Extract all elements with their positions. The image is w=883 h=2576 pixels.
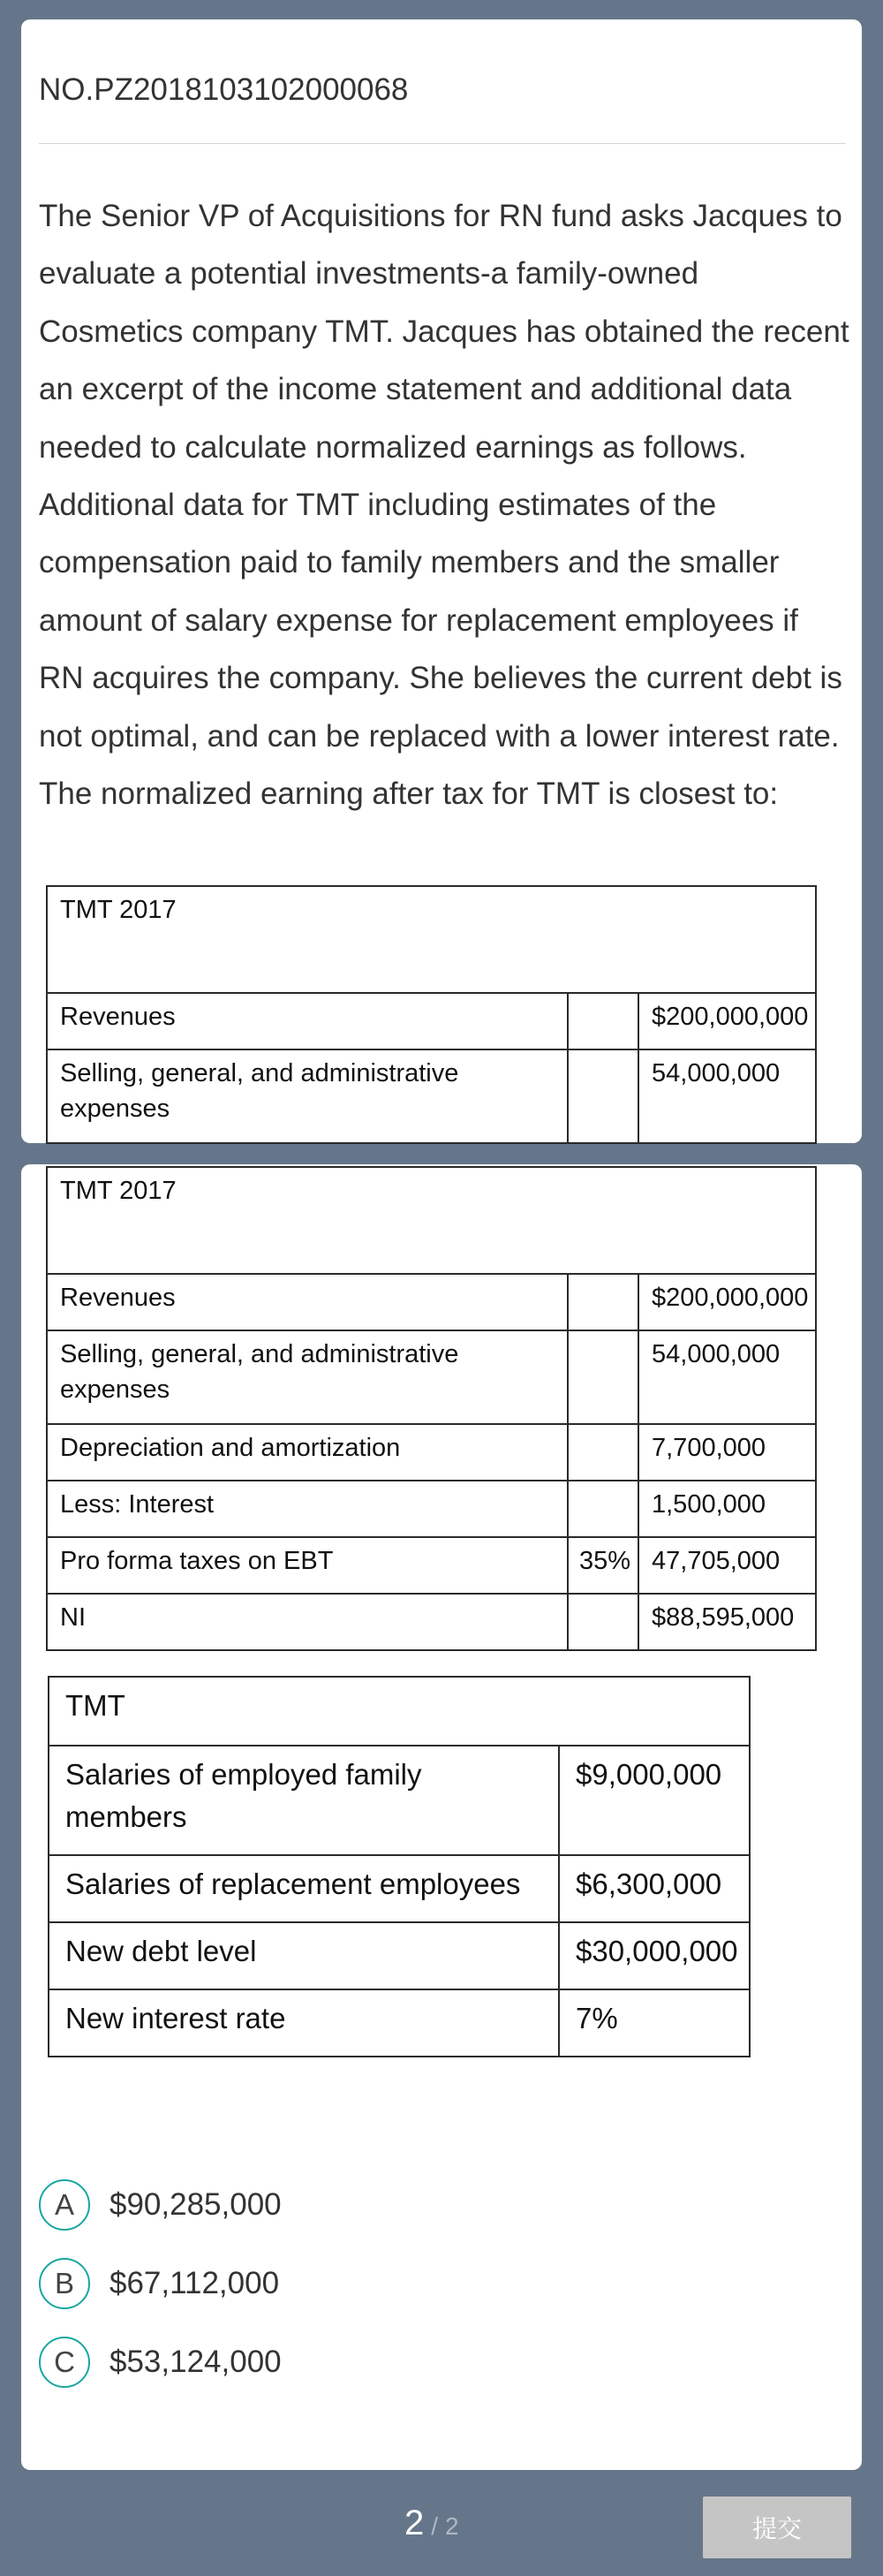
compensation-table	[48, 1676, 751, 2057]
table-header: TMT 2017	[47, 886, 816, 993]
option-c[interactable]	[39, 2334, 282, 2390]
table-cell-value: $200,000,000	[638, 1274, 816, 1330]
table-cell-label: Salaries of replacement employees	[49, 1855, 559, 1922]
table-cell-value: 54,000,000	[638, 1049, 816, 1143]
table-cell-value: $88,595,000	[638, 1594, 816, 1650]
divider	[39, 143, 846, 144]
table-header: TMT 2017	[47, 1167, 816, 1274]
income-statement-table-preview	[46, 885, 817, 1144]
option-a-circle[interactable]: A	[39, 2179, 90, 2231]
table-cell-label: Selling, general, and administrative expenses	[47, 1049, 568, 1143]
table-cell-value: $200,000,000	[638, 993, 816, 1049]
table-cell-label: Selling, general, and administrative expenses	[47, 1330, 568, 1424]
question-text: The Senior VP of Acquisitions for RN fund asks Jacques to evaluate a potential investments-a family-owned Cosmetics company TMT. Jacques has obtained the recent an excerpt of the income statement and additional data needed to calculate normalized earnings as follows. Additional data for TMT including estimates of the compensation paid to family members and the smaller amount of salary expense for replacement employees if RN acquires the company. She believes the current debt is not optimal, and can be replaced with a lower interest rate. The normalized earning after tax for TMT is closest to:	[39, 199, 849, 812]
table-cell-label: NI	[47, 1594, 568, 1650]
table-cell-label: Salaries of employed family members	[49, 1746, 559, 1855]
table-header: TMT	[49, 1677, 750, 1746]
table-cell-value: 7,700,000	[638, 1424, 816, 1481]
table-cell-pct	[568, 1594, 638, 1650]
table-cell-value: 47,705,000	[638, 1537, 816, 1594]
table-cell-pct	[568, 1330, 638, 1424]
table-cell-label: New debt level	[49, 1922, 559, 1989]
option-b[interactable]	[39, 2255, 279, 2312]
page-indicator	[404, 2504, 459, 2543]
table-cell-value: $6,300,000	[559, 1855, 750, 1922]
footer-bar	[0, 2470, 883, 2576]
table-cell-pct	[568, 1481, 638, 1537]
table-cell-label: Depreciation and amortization	[47, 1424, 568, 1481]
table-cell-pct	[568, 1424, 638, 1481]
table-cell-label: Revenues	[47, 1274, 568, 1330]
table-cell-pct	[568, 993, 638, 1049]
option-a-text[interactable]: $90,285,000	[109, 2187, 282, 2222]
table-cell-pct	[568, 1049, 638, 1143]
table-cell-pct	[568, 1274, 638, 1330]
question-id: NO.PZ2018103102000068	[39, 72, 409, 107]
table-cell-value: 1,500,000	[638, 1481, 816, 1537]
income-statement-table	[46, 1166, 817, 1651]
option-b-text[interactable]: $67,112,000	[109, 2266, 280, 2300]
table-cell-label: Revenues	[47, 993, 568, 1049]
option-a[interactable]	[39, 2177, 282, 2233]
current-page: 2	[404, 2504, 425, 2542]
table-cell-label: Less: Interest	[47, 1481, 568, 1537]
submit-button[interactable]: 提交	[703, 2496, 851, 2558]
option-b-circle[interactable]: B	[39, 2258, 90, 2309]
table-cell-value: 54,000,000	[638, 1330, 816, 1424]
total-pages: 2	[445, 2512, 459, 2540]
option-c-text[interactable]: $53,124,000	[109, 2345, 282, 2379]
table-cell-value: $30,000,000	[559, 1922, 750, 1989]
page-separator: /	[431, 2512, 439, 2540]
table-cell-pct: 35%	[568, 1537, 638, 1594]
table-cell-value: $9,000,000	[559, 1746, 750, 1855]
option-c-circle[interactable]: C	[39, 2337, 90, 2388]
table-cell-label: New interest rate	[49, 1989, 559, 2057]
table-cell-label: Pro forma taxes on EBT	[47, 1537, 568, 1594]
table-cell-value: 7%	[559, 1989, 750, 2057]
